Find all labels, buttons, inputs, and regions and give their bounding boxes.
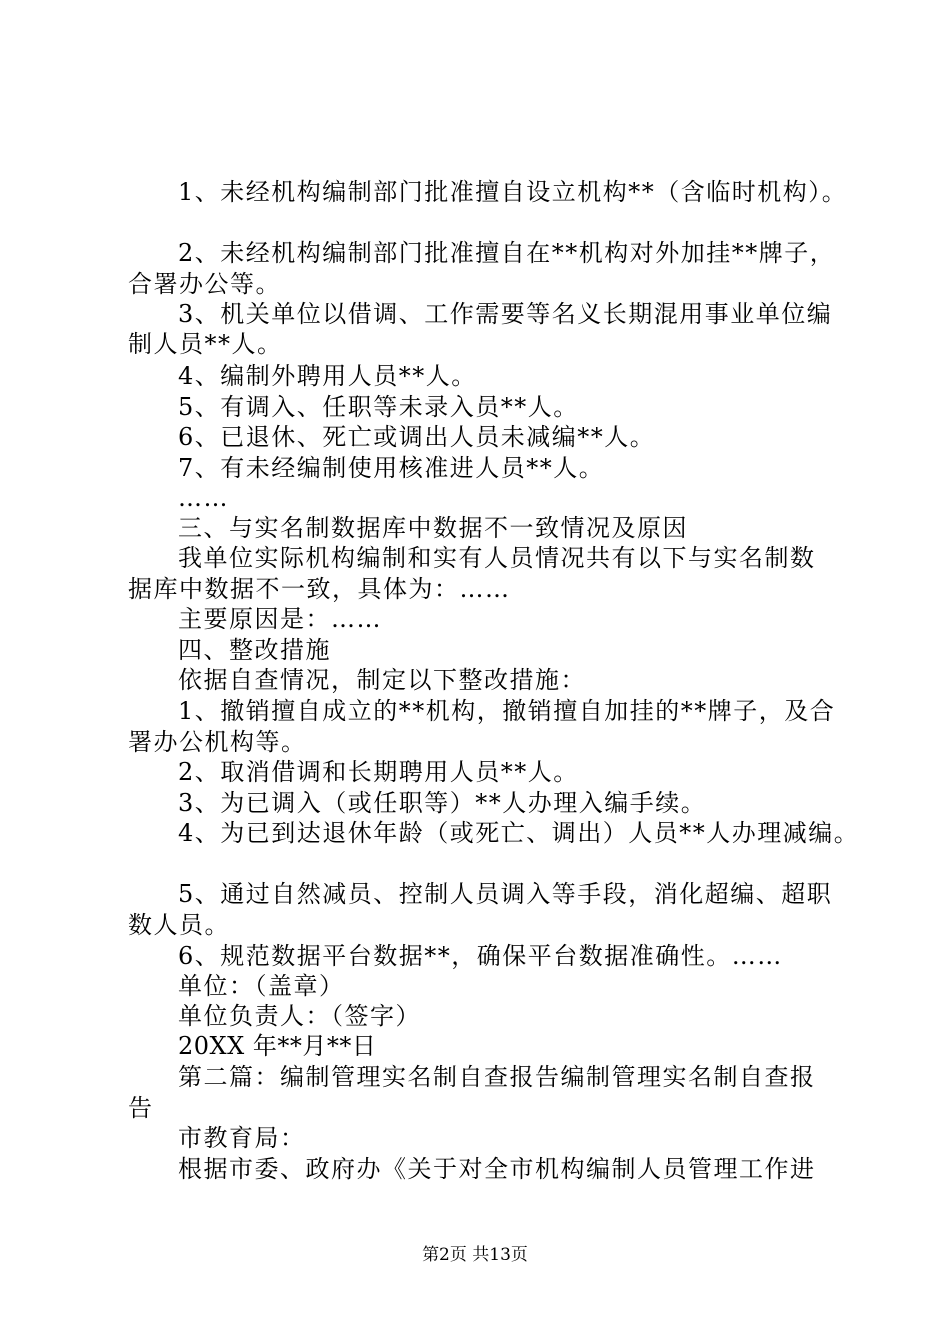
addressee: 市教育局： [178, 1124, 306, 1152]
text-line: …… [178, 484, 229, 512]
text-line: 5、通过自然减员、控制人员调入等手段，消化超编、超职 [178, 880, 833, 908]
text-line: 2、取消借调和长期聘用人员**人。 [178, 758, 579, 786]
text-line: 7、有未经编制使用核准进人员**人。 [178, 454, 605, 482]
text-line: 3、为已调入（或任职等）**人办理入编手续。 [178, 789, 707, 817]
text-line: 依据自查情况，制定以下整改措施： [178, 666, 586, 694]
text-line: 署办公机构等。 [128, 728, 307, 756]
text-line: 我单位实际机构编制和实有人员情况共有以下与实名制数 [178, 544, 816, 572]
signature-head: 单位负责人：（签字） [178, 1002, 421, 1030]
text-line: 告 [128, 1094, 154, 1122]
text-line: 1、撤销擅自成立的**机构，撤销擅自加挂的**牌子，及合 [178, 697, 836, 725]
text-line: 4、编制外聘用人员**人。 [178, 362, 477, 390]
text-line: 主要原因是：…… [178, 605, 382, 633]
text-line: 5、有调入、任职等未录入员**人。 [178, 393, 579, 421]
text-line: 据库中数据不一致，具体为：…… [128, 575, 511, 603]
signature-unit: 单位：（盖章） [178, 972, 345, 1000]
text-line: 根据市委、政府办《关于对全市机构编制人员管理工作进 [178, 1155, 816, 1183]
text-line: 制人员**人。 [128, 330, 283, 358]
text-line: 3、机关单位以借调、工作需要等名义长期混用事业单位编 [178, 300, 833, 328]
text-line: 2、未经机构编制部门批准擅自在**机构对外加挂**牌子， [178, 239, 836, 267]
section-heading: 四、整改措施 [178, 636, 331, 664]
chapter-heading: 第二篇：编制管理实名制自查报告编制管理实名制自查报 [178, 1063, 816, 1091]
text-line: 合署办公等。 [128, 270, 281, 298]
text-line: 1、未经机构编制部门批准擅自设立机构**（含临时机构）。 [178, 178, 848, 206]
page-number: 第2页 共13页 [422, 1245, 528, 1265]
text-line: 6、规范数据平台数据**，确保平台数据准确性。…… [178, 942, 783, 970]
text-line: 4、为已到达退休年龄（或死亡、调出）人员**人办理减编。 [178, 819, 860, 847]
text-line: 6、已退休、死亡或调出人员未减编**人。 [178, 423, 656, 451]
section-heading: 三、与实名制数据库中数据不一致情况及原因 [178, 514, 688, 542]
text-line: 数人员。 [128, 911, 230, 939]
date-line: 20XX 年**月**日 [178, 1032, 377, 1060]
